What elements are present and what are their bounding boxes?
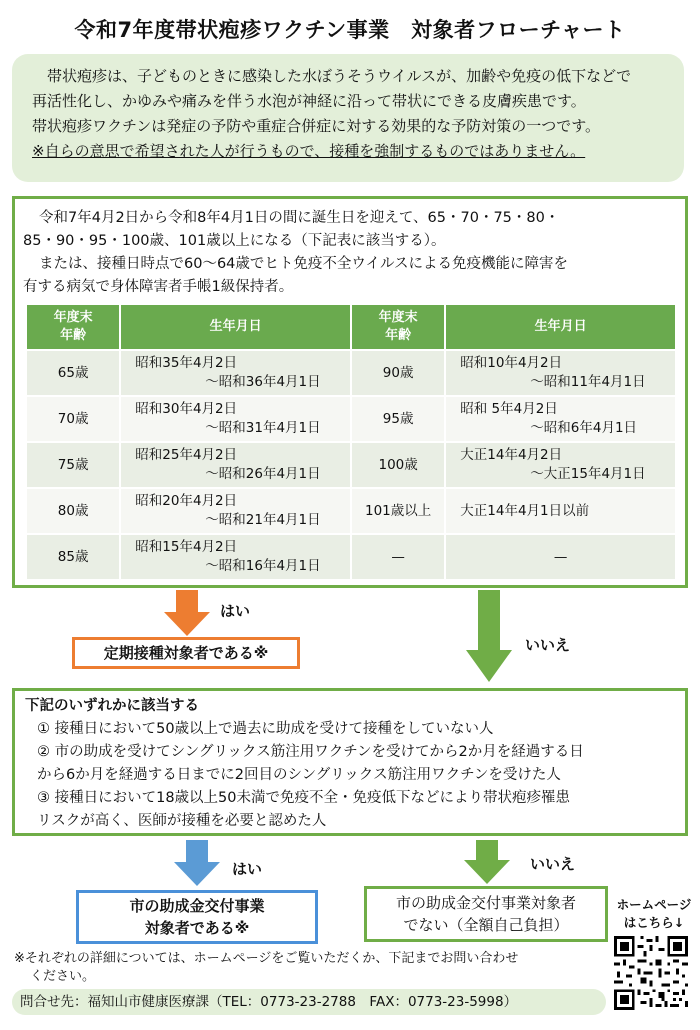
condition-3: ③ 接種日において18歳以上50未満で免疫不全・免疫低下などにより帯状疱疹罹患 xyxy=(37,790,571,806)
no-arrow-green-short-icon xyxy=(464,840,510,884)
table-header-row xyxy=(26,304,676,350)
yes-arrow-blue-icon xyxy=(174,840,220,886)
table-row: 75歳 昭和25年4月2日 ～昭和26年4月1日 100歳 大正14年4月2日 ～大正15年4月1日 xyxy=(26,442,676,488)
condition-3-cont: リスクが高く、医師が接種を必要と認めた人 xyxy=(37,813,327,829)
header-age-right: 年度末 年齢 xyxy=(351,304,445,350)
criteria-line-1: 令和7年4月2日から令和8年4月1日の間に誕生日を迎えて、65・70・75・80・ xyxy=(39,210,560,226)
no-arrow-green-icon xyxy=(466,590,512,682)
yes-label-1: はい xyxy=(220,602,251,620)
routine-vaccination-result: 定期接種対象者である※ xyxy=(72,637,300,669)
intro-note: ※自らの意思で希望された人が行うもので、接種を強制するものではありません。 xyxy=(32,142,586,160)
criteria-line-2: 85・90・95・100歳、101歳以上になる（下記表に該当する）。 xyxy=(23,233,446,249)
criteria-line-4: 有する病気で身体障害者手帳1級保持者。 xyxy=(23,279,294,295)
contact-info: 問合せ先：福知山市健康医療課（TEL：0773-23-2788 FAX：0773-23-5998） xyxy=(12,989,606,1015)
page-title: 令和7年度帯状疱疹ワクチン事業 対象者フローチャート xyxy=(74,18,626,42)
footnote: ※それぞれの詳細については、ホームページをご覧いただくか、下記までお問い合わせ ください。 xyxy=(14,951,519,984)
condition-2: ② 市の助成を受けてシングリックス筋注用ワクチンを受けてから2か月を経過する日 xyxy=(37,744,584,760)
table-row: 65歳 昭和35年4月2日 ～昭和36年4月1日 90歳 昭和10年4月2日 ～昭和11年4月1日 xyxy=(26,350,676,396)
table-row: 80歳 昭和20年4月2日 ～昭和21年4月1日 101歳以上 大正14年4月1日以前 xyxy=(26,488,676,534)
homepage-label: ホームページ はこちら↓ xyxy=(616,897,692,930)
condition-1: ① 接種日において50歳以上で過去に助成を受けて接種をしていない人 xyxy=(37,721,494,737)
yes-label-2: はい xyxy=(232,860,263,878)
conditions-heading: 下記のいずれかに該当する xyxy=(25,698,199,714)
header-age-left: 年度末 年齢 xyxy=(26,304,120,350)
condition-2-cont: から6か月を経過する日までに2回目のシングリックス筋注用ワクチンを受けた人 xyxy=(37,767,561,783)
table-row: 70歳 昭和30年4月2日 ～昭和31年4月1日 95歳 昭和 5年4月2日 ～昭和6年4月1日 xyxy=(26,396,676,442)
no-label-1: いいえ xyxy=(525,636,571,654)
birthdate-table xyxy=(25,303,677,581)
no-label-2: いいえ xyxy=(530,855,576,873)
intro-line-3: 帯状疱疹ワクチンは発症の予防や重症合併症に対する効果的な予防対策の一つです。 xyxy=(32,117,601,135)
intro-panel xyxy=(12,54,684,182)
criteria-line-3: または、接種日時点で60～64歳でヒト免疫不全ウイルスによる免疫機能に障害を xyxy=(39,256,569,272)
intro-line-2: 再活性化し、かゆみや痛みを伴う水泡が神経に沿って帯状にできる皮膚疾患です。 xyxy=(32,92,586,110)
subsidy-not-eligible-result: 市の助成金交付事業対象者 でない（全額自己負担） xyxy=(364,886,608,942)
yes-arrow-orange-icon xyxy=(164,590,210,636)
table-row: 85歳 昭和15年4月2日 ～昭和16年4月1日 — — xyxy=(26,534,676,580)
qr-code-icon[interactable] xyxy=(614,936,688,1010)
criteria-box xyxy=(12,196,688,588)
header-dob-left: 生年月日 xyxy=(120,304,351,350)
header-dob-right: 生年月日 xyxy=(445,304,676,350)
intro-line-1: 帯状疱疹は、子どものときに感染した水ぼうそうウイルスが、加齢や免疫の低下などで xyxy=(47,67,632,85)
subsidy-eligible-result: 市の助成金交付事業 対象者である※ xyxy=(76,890,318,944)
conditions-box xyxy=(12,688,688,836)
